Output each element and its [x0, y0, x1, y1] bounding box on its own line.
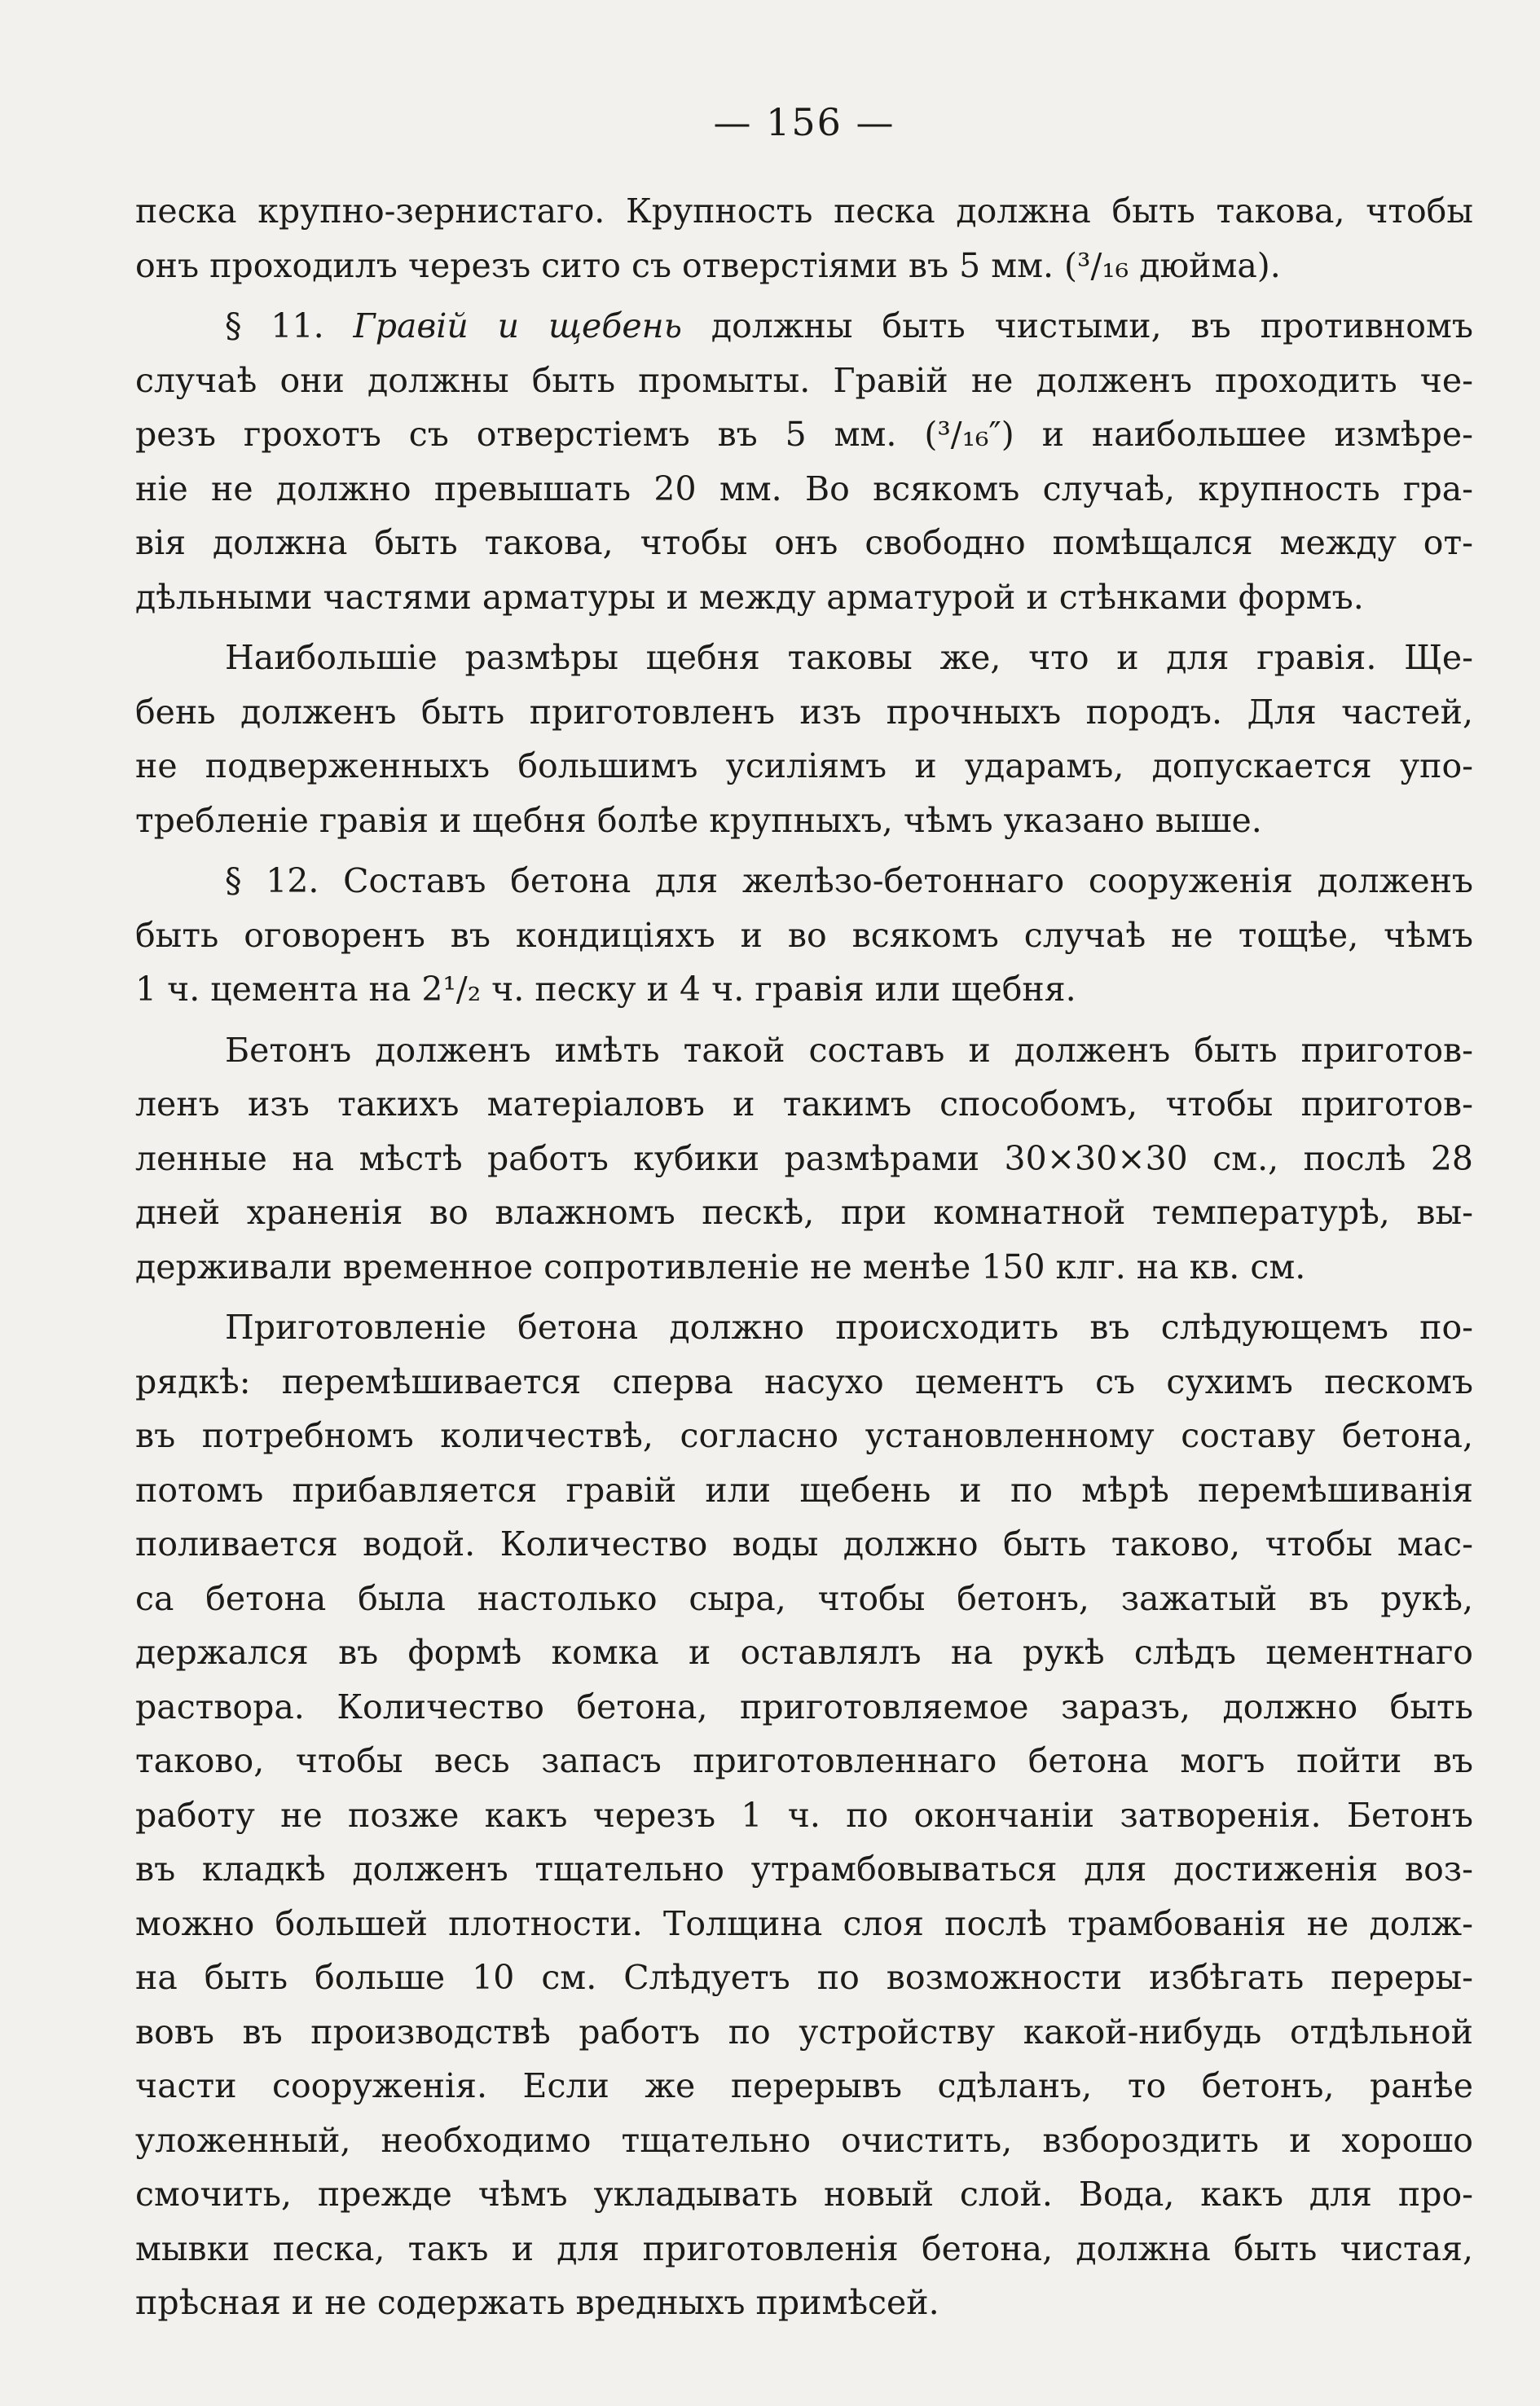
paragraph-concrete-preparation: [135, 1300, 1473, 2330]
text-line: § 12. Составъ бетона для желѣзо-бетоннаго сооруженія долженъ: [225, 861, 1473, 900]
paragraph-section-11: [135, 299, 1473, 624]
italic-term: Гравій и щебень: [353, 306, 682, 345]
paragraph-section-12: [135, 854, 1473, 1017]
text-line: держался въ формѣ комка и оставлялъ на рукѣ слѣдъ цементнаго: [135, 1633, 1473, 1672]
text-line: въ кладкѣ долженъ тщательно утрамбовываться для достиженія воз-: [135, 1850, 1473, 1889]
page-content: [135, 96, 1473, 2330]
paragraph-continuation: [135, 184, 1473, 293]
text-line: работу не позже какъ черезъ 1 ч. по окончаніи затворенія. Бетонъ: [135, 1795, 1473, 1835]
text-line: случаѣ они должны быть промыты. Гравій не долженъ проходить че-: [135, 360, 1473, 400]
paragraph-concrete-composition: [135, 1023, 1473, 1295]
text-line: раствора. Количество бетона, приготовляемое заразъ, должно быть: [135, 1687, 1473, 1726]
text-line: ленные на мѣстѣ работъ кубики размѣрами 30×30×30 см., послѣ 28: [135, 1138, 1473, 1178]
text-line: уложенный, необходимо тщательно очистить, взбороздить и хорошо: [135, 2120, 1473, 2160]
text-line: вія должна быть такова, чтобы онъ свободно помѣщался между от-: [135, 523, 1473, 562]
text-line: смочить, прежде чѣмъ укладывать новый слой. Вода, какъ для про-: [135, 2175, 1473, 2214]
text-line: Приготовленіе бетона должно происходить въ слѣдующемъ по-: [225, 1308, 1473, 1347]
text-line: въ потребномъ количествѣ, согласно установленному составу бетона,: [135, 1416, 1473, 1455]
section-mark: § 11.: [225, 306, 324, 345]
text-line: ніе не должно превышать 20 мм. Во всякомъ случаѣ, крупность гра-: [135, 468, 1473, 508]
paragraph-crushed-stone: [135, 631, 1473, 847]
text-line: Наибольшіе размѣры щебня таковы же, что и для гравія. Ще-: [225, 638, 1473, 677]
text-line: Бетонъ долженъ имѣть такой составъ и долженъ быть приготов-: [225, 1030, 1473, 1070]
text-line: не подверженныхъ большимъ усиліямъ и ударамъ, допускается упо-: [135, 746, 1473, 785]
text-line: поливается водой. Количество воды должно быть таково, чтобы мас-: [135, 1524, 1473, 1564]
text-line: можно большей плотности. Толщина слоя послѣ трамбованія не долж-: [135, 1903, 1473, 1943]
text-line: 1 ч. цемента на 2¹/₂ ч. песку и 4 ч. гравія или щебня.: [135, 970, 1076, 1009]
text-line: дѣльными частями арматуры и между арматурой и стѣнками формъ.: [135, 577, 1364, 617]
text-line: держивали временное сопротивленіе не менѣе 150 клг. на кв. см.: [135, 1247, 1306, 1287]
text-line: бень долженъ быть приготовленъ изъ прочныхъ породъ. Для частей,: [135, 692, 1473, 732]
text-line-section-11-first: [135, 299, 1473, 354]
text-line: ленъ изъ такихъ матеріаловъ и такимъ способомъ, чтобы приготов-: [135, 1084, 1473, 1124]
text-line: на быть больше 10 см. Слѣдуетъ по возможности избѣгать переры-: [135, 1958, 1473, 1997]
text-line: потомъ прибавляется гравій или щебень и по мѣрѣ перемѣшиванія: [135, 1470, 1473, 1510]
text-line: рядкѣ: перемѣшивается сперва насухо цементъ съ сухимъ пескомъ: [135, 1361, 1473, 1401]
text-line: дней храненія во влажномъ пескѣ, при комнатной температурѣ, вы-: [135, 1193, 1473, 1232]
page-number: — 156 —: [713, 100, 895, 144]
text-line: песка крупно-зернистаго. Крупность песка должна быть такова, чтобы: [135, 191, 1473, 231]
text-line: быть оговоренъ въ кондиціяхъ и во всякомъ случаѣ не тощѣе, чѣмъ: [135, 915, 1473, 955]
text-line: части сооруженія. Если же перерывъ сдѣланъ, то бетонъ, ранѣе: [135, 2066, 1473, 2105]
text-line: вовъ въ производствѣ работъ по устройству какой-нибудь отдѣльной: [135, 2012, 1473, 2052]
text-line: таково, чтобы весь запасъ приготовленнаго бетона могъ пойти въ: [135, 1741, 1473, 1780]
text-line: резъ грохотъ съ отверстіемъ въ 5 мм. (³/₁₆″) и наибольшее измѣре-: [135, 415, 1473, 454]
text-line: прѣсная и не содержать вредныхъ примѣсей.: [135, 2283, 939, 2322]
text-line: мывки песка, такъ и для приготовленія бетона, должна быть чистая,: [135, 2228, 1473, 2268]
text-segment: должны быть чистыми, въ противномъ: [711, 306, 1473, 345]
text-line: са бетона была настолько сыра, чтобы бетонъ, зажатый въ рукѣ,: [135, 1578, 1473, 1618]
text-line: онъ проходилъ черезъ сито съ отверстіями въ 5 мм. (³/₁₆ дюйма).: [135, 245, 1281, 285]
text-line: требленіе гравія и щебня болѣе крупныхъ, чѣмъ указано выше.: [135, 800, 1262, 840]
